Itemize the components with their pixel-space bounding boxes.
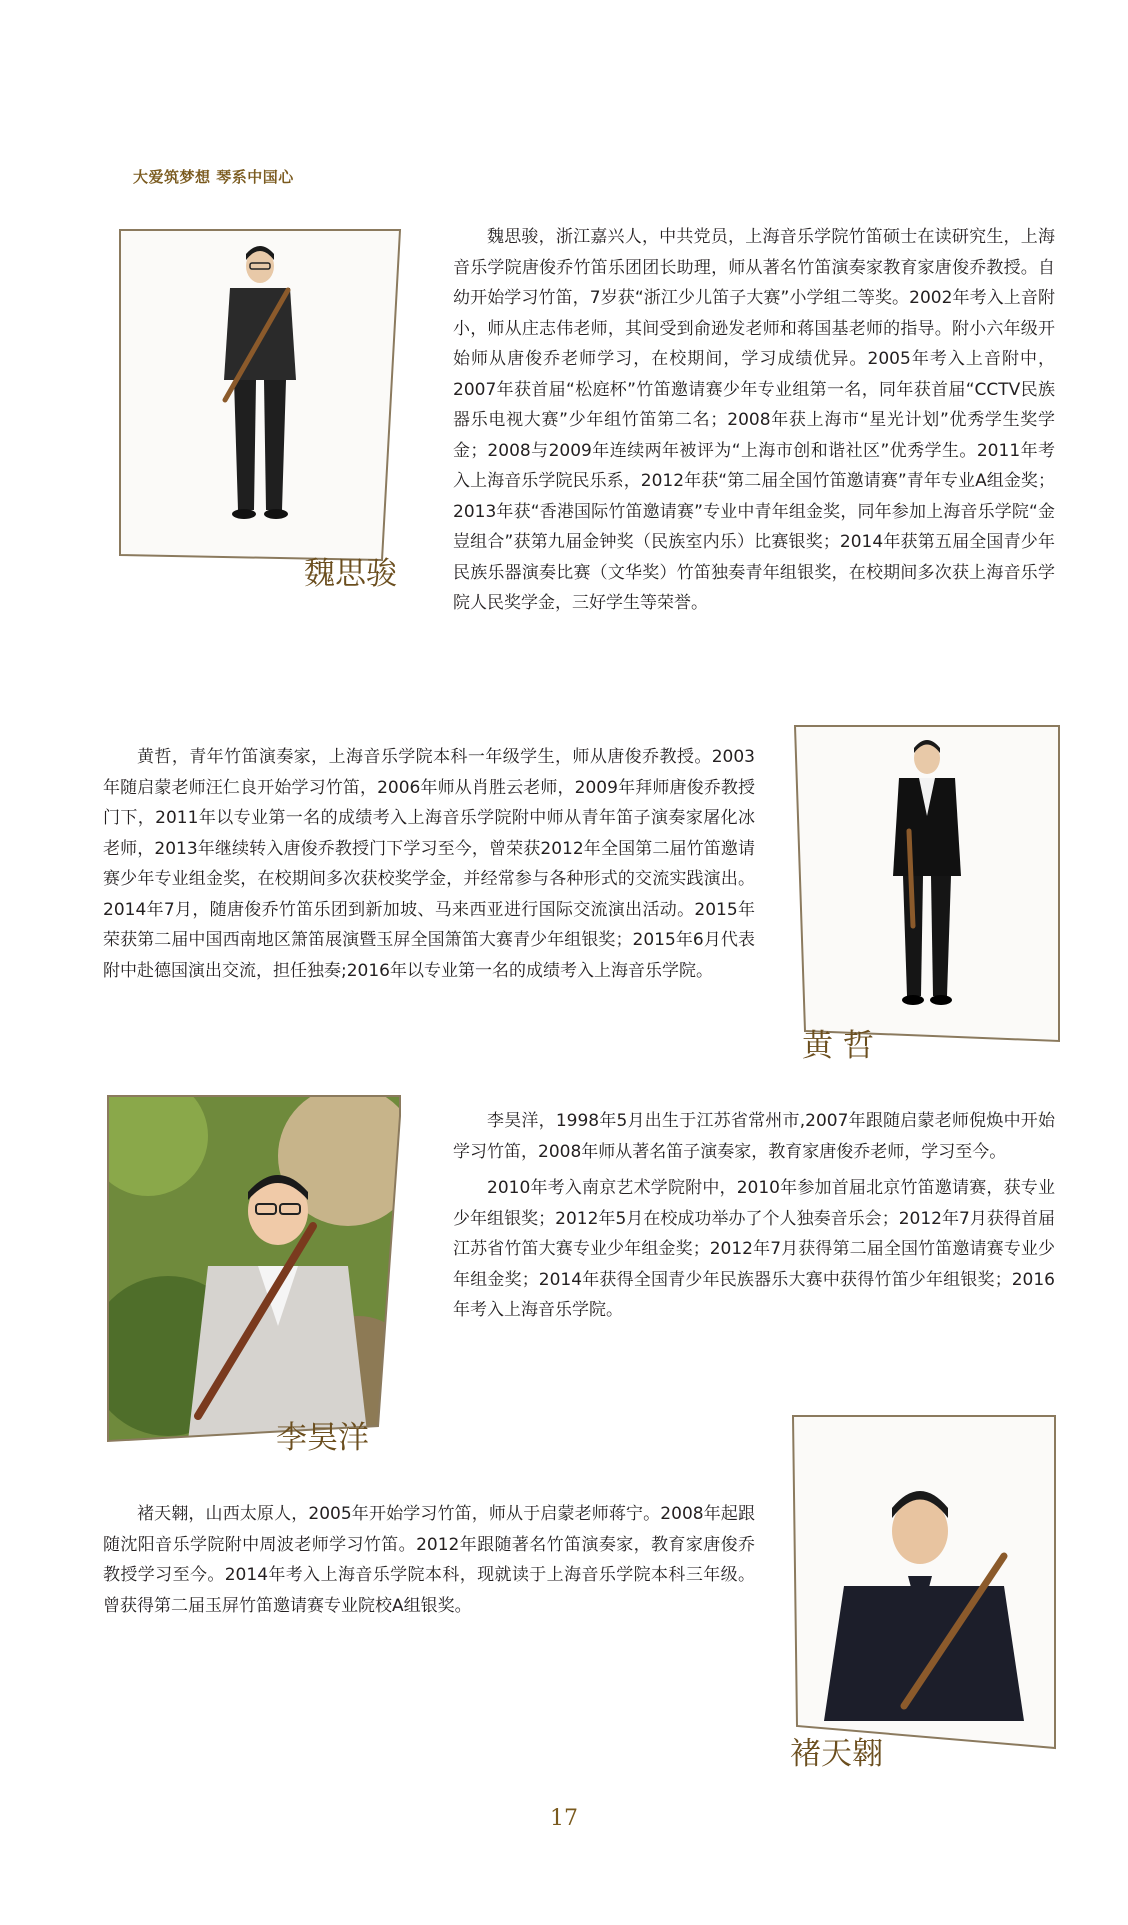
bio-paragraph: 李昊洋，1998年5月出生于江苏省常州市,2007年跟随启蒙老师倪焕中开始学习竹笛，2008年师从著名笛子演奏家，教育家唐俊乔老师，学习至今。 xyxy=(453,1111,1055,1162)
portrait-flute-player-icon xyxy=(793,1416,1055,1748)
portrait-flute-player-icon xyxy=(120,230,400,560)
photo-frame-li-haoyang xyxy=(108,1096,400,1441)
person-name: 黄 哲 xyxy=(802,1028,874,1064)
page-header: 大爱筑梦想 琴系中国心 xyxy=(133,168,294,186)
photo-frame-chu-tianao xyxy=(793,1416,1055,1748)
person-name: 魏思骏 xyxy=(304,556,397,592)
bio-huang-zhe xyxy=(103,742,755,986)
photo-frame-huang-zhe xyxy=(795,726,1059,1041)
person-name: 褚天翱 xyxy=(790,1736,883,1772)
portrait-flute-player-icon xyxy=(108,1096,400,1441)
bio-paragraph: 2010年考入南京艺术学院附中，2010年参加首届北京竹笛邀请赛，获专业少年组银奖；2012年5月在校成功举办了个人独奏音乐会；2012年7月获得首届江苏省竹笛大赛专业少年组金奖；2012年7月获得第二届全国竹笛邀请赛专业少年组金奖；2014年获得全国青少年民族器乐大赛中获得竹笛少年组银奖；2016年考入上海音乐学院。 xyxy=(453,1178,1055,1320)
page-number: 17 xyxy=(550,1806,578,1831)
photo-frame-wei-sijun xyxy=(120,230,400,560)
bio-paragraph: 黄哲，青年竹笛演奏家，上海音乐学院本科一年级学生，师从唐俊乔教授。2003年随启蒙老师汪仁良开始学习竹笛，2006年师从肖胜云老师，2009年拜师唐俊乔教授门下，2011年以专业第一名的成绩考入上海音乐学院附中师从青年笛子演奏家屠化冰老师，2013年继续转入唐俊乔教授门下学习至今，曾荣获2012年全国第二届竹笛邀请赛少年专业组金奖，在校期间多次获校奖学金，并经常参与各种形式的交流实践演出。2014年7月，随唐俊乔竹笛乐团到新加坡、马来西亚进行国际交流演出活动。2015年荣获第二届中国西南地区箫笛展演暨玉屏全国箫笛大赛青少年组银奖；2015年6月代表附中赴德国演出交流，担任独奏;2016年以专业第一名的成绩考入上海音乐学院。 xyxy=(103,747,755,981)
bio-chu-tianao xyxy=(103,1499,755,1621)
bio-paragraph: 魏思骏，浙江嘉兴人，中共党员，上海音乐学院竹笛硕士在读研究生，上海音乐学院唐俊乔竹笛乐团团长助理，师从著名竹笛演奏家教育家唐俊乔教授。自幼开始学习竹笛，7岁获“浙江少儿笛子大赛”小学组二等奖。2002年考入上音附小，师从庄志伟老师，其间受到俞逊发老师和蒋国基老师的指导。附小六年级开始师从唐俊乔老师学习，在校期间，学习成绩优异。2005年考入上音附中，2007年获首届“松庭杯”竹笛邀请赛少年专业组第一名，同年获首届“CCTV民族器乐电视大赛”少年组竹笛第二名；2008年获上海市“星光计划”优秀学生奖学金；2008与2009年连续两年被评为“上海市创和谐社区”优秀学生。2011年考入上海音乐学院民乐系，2012年获“第二届全国竹笛邀请赛”青年专业A组金奖；2013年获“香港国际竹笛邀请赛”专业中青年组金奖，同年参加上海音乐学院“金豈组合”获第九届金钟奖（民族室内乐）比赛银奖；2014年获第五届全国青少年民族乐器演奏比赛（文华奖）竹笛独奏青年组银奖，在校期间多次获上海音乐学院人民奖学金，三好学生等荣誉。 xyxy=(453,227,1055,613)
bio-li-haoyang xyxy=(453,1106,1055,1326)
portrait-flute-player-icon xyxy=(795,726,1059,1041)
bio-paragraph: 褚天翱，山西太原人，2005年开始学习竹笛，师从于启蒙老师蒋宁。2008年起跟随沈阳音乐学院附中周波老师学习竹笛。2012年跟随著名竹笛演奏家，教育家唐俊乔教授学习至今。2014年考入上海音乐学院本科，现就读于上海音乐学院本科三年级。曾获得第二届玉屏竹笛邀请赛专业院校A组银奖。 xyxy=(103,1504,755,1616)
person-name: 李昊洋 xyxy=(276,1420,369,1456)
bio-wei-sijun xyxy=(453,222,1055,619)
